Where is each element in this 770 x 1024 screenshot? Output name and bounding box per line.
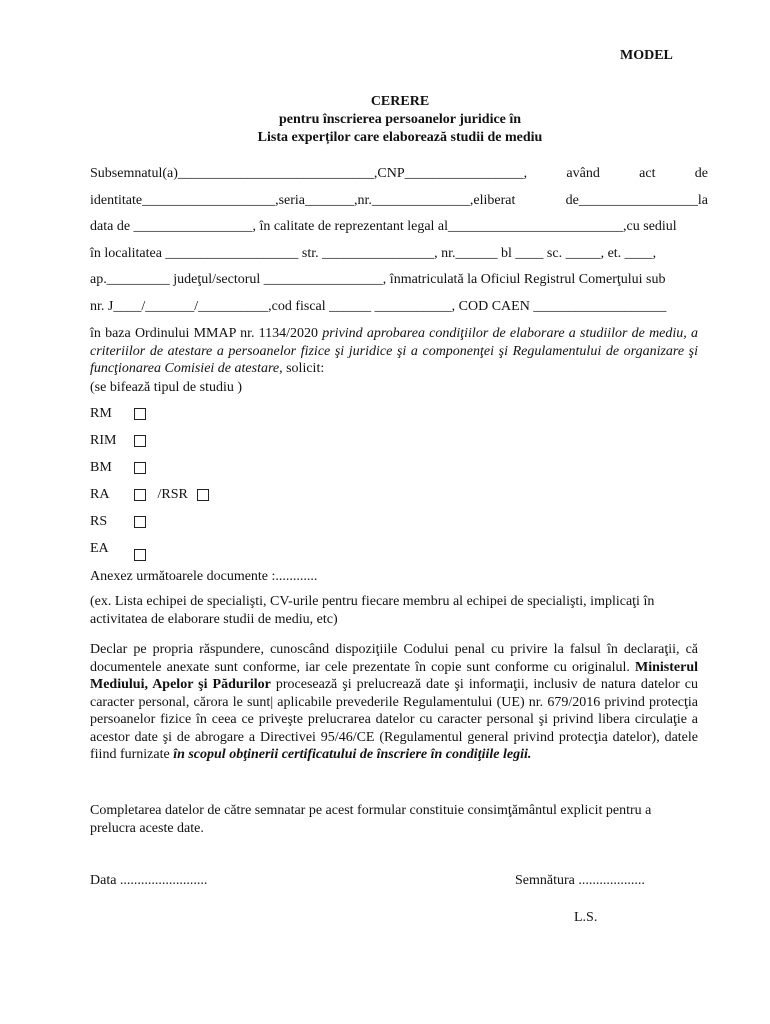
declaration [90,641,698,764]
title-line-1: CERERE [370,94,430,109]
study-option-bm [90,459,146,477]
field-row-2-part: identitate___________________,seria_______,nr.______________,eliberat [90,193,516,208]
field-row-3-text: data de _________________, în calitate de reprezentant legal al_________________________,cu sediul [90,219,677,234]
ministry-name: Ministerul Mediului, Apelor şi Pădurilor [90,659,698,692]
model-label: MODEL [620,48,673,63]
study-option-rs [90,513,146,531]
legal-basis [90,325,698,378]
data-processing-text: procesează şi prelucrează date şi informaţii, inclusiv de natura datelor cu caracter personal, cărora le sunt| aplicabile prevederile Regulamentului (UE) nr. 679/2016 privind protecţia persoanelor fizice în ceea ce priveşte prelucrarea datelor cu caracter personal şi privind libera circulaţie a acestor date şi de abrogare a Directivei 95/46/CE (Regulamentul general privind protecţia datelor), datele fiind furnizate [90,677,698,762]
basis-suffix: , solicit: [279,361,325,376]
field-row-5-text: ap._________ judeţul/sectorul _________________, înmatriculată la Oficiul Registrul Comerţului sub [90,272,666,287]
consent-text: Completarea datelor de către semnatar pe acest formular constituie consimţământul explicit pentru a prelucra aceste date. [90,803,652,836]
title-line-3: Lista experților care elaborează studii de mediu [257,130,543,145]
annex-example: (ex. Lista echipei de specialişti, CV-urile pentru fiecare membru al echipei de specialişti, implicaţi în activitatea de elaborare studii de mediu, etc) [90,594,655,627]
study-label: EA [90,541,109,556]
field-row-4-text: în localitatea ___________________ str. ________________, nr.______ bl ____ sc. _____, et. ____, [90,246,657,261]
study-label: RIM [90,433,117,448]
checkbox[interactable] [134,549,146,561]
selection-note: (se bifează tipul de studiu ) [90,380,243,395]
study-label: BM [90,460,112,475]
field-row-1-part: având [566,166,600,181]
field-row-1 [90,165,708,183]
checkbox[interactable] [134,489,146,501]
seal-label: L.S. [574,910,598,925]
field-row-6 [90,298,708,316]
study-option-rim [90,432,146,450]
study-option-ea [90,540,146,558]
field-row-5 [90,271,708,289]
study-label-rsr: /RSR [157,487,188,502]
checkbox[interactable] [134,516,146,528]
field-row-1-part: de [694,166,708,181]
checkbox[interactable] [134,408,146,420]
date-field: Data ......................... [90,873,208,888]
declaration-text: Declar pe propria răspundere, cunoscând dispoziţiile Codului penal cu privire la falsul în declaraţii, că documentele anexate sunt conforme, iar cele prezentate în copie sunt conforme cu originalul. [90,642,698,675]
signature-field: Semnătura ................... [515,873,645,888]
study-option-rm [90,405,146,423]
checkbox[interactable] [134,435,146,447]
title-line-2: pentru înscrierea persoanelor juridice în [278,112,522,127]
purpose-emphasis: în scopul obţinerii certificatului de înscriere în condiţiile legii. [173,747,532,762]
document-title [90,93,710,147]
study-label: RM [90,406,112,421]
study-label: RS [90,514,108,529]
basis-order-title: privind aprobarea condiţiilor de elaborare a studiilor de mediu, a criteriilor de atestare a persoanelor fizice şi juridice şi a componenţei şi Regulamentului de organizare şi funcţionarea Comisiei de atestare [90,326,698,376]
field-row-6-text: nr. J____/_______/__________,cod fiscal ______ ___________, COD CAEN ___________________ [90,299,667,314]
basis-prefix: în baza Ordinului MMAP nr. 1134/2020 [90,326,323,341]
field-row-3 [90,218,708,236]
field-row-1-part: act [639,166,656,181]
checkbox-rsr[interactable] [197,489,209,501]
field-row-2 [90,192,708,210]
study-option-ra [90,486,209,504]
field-row-2-part: de_________________la [565,193,708,208]
checkbox[interactable] [134,462,146,474]
field-row-1-part: Subsemnatul(a)____________________________,CNP_________________, [90,166,528,181]
study-label: RA [90,487,110,502]
field-row-4 [90,245,708,263]
annex-line: Anexez următoarele documente :............ [90,569,318,584]
